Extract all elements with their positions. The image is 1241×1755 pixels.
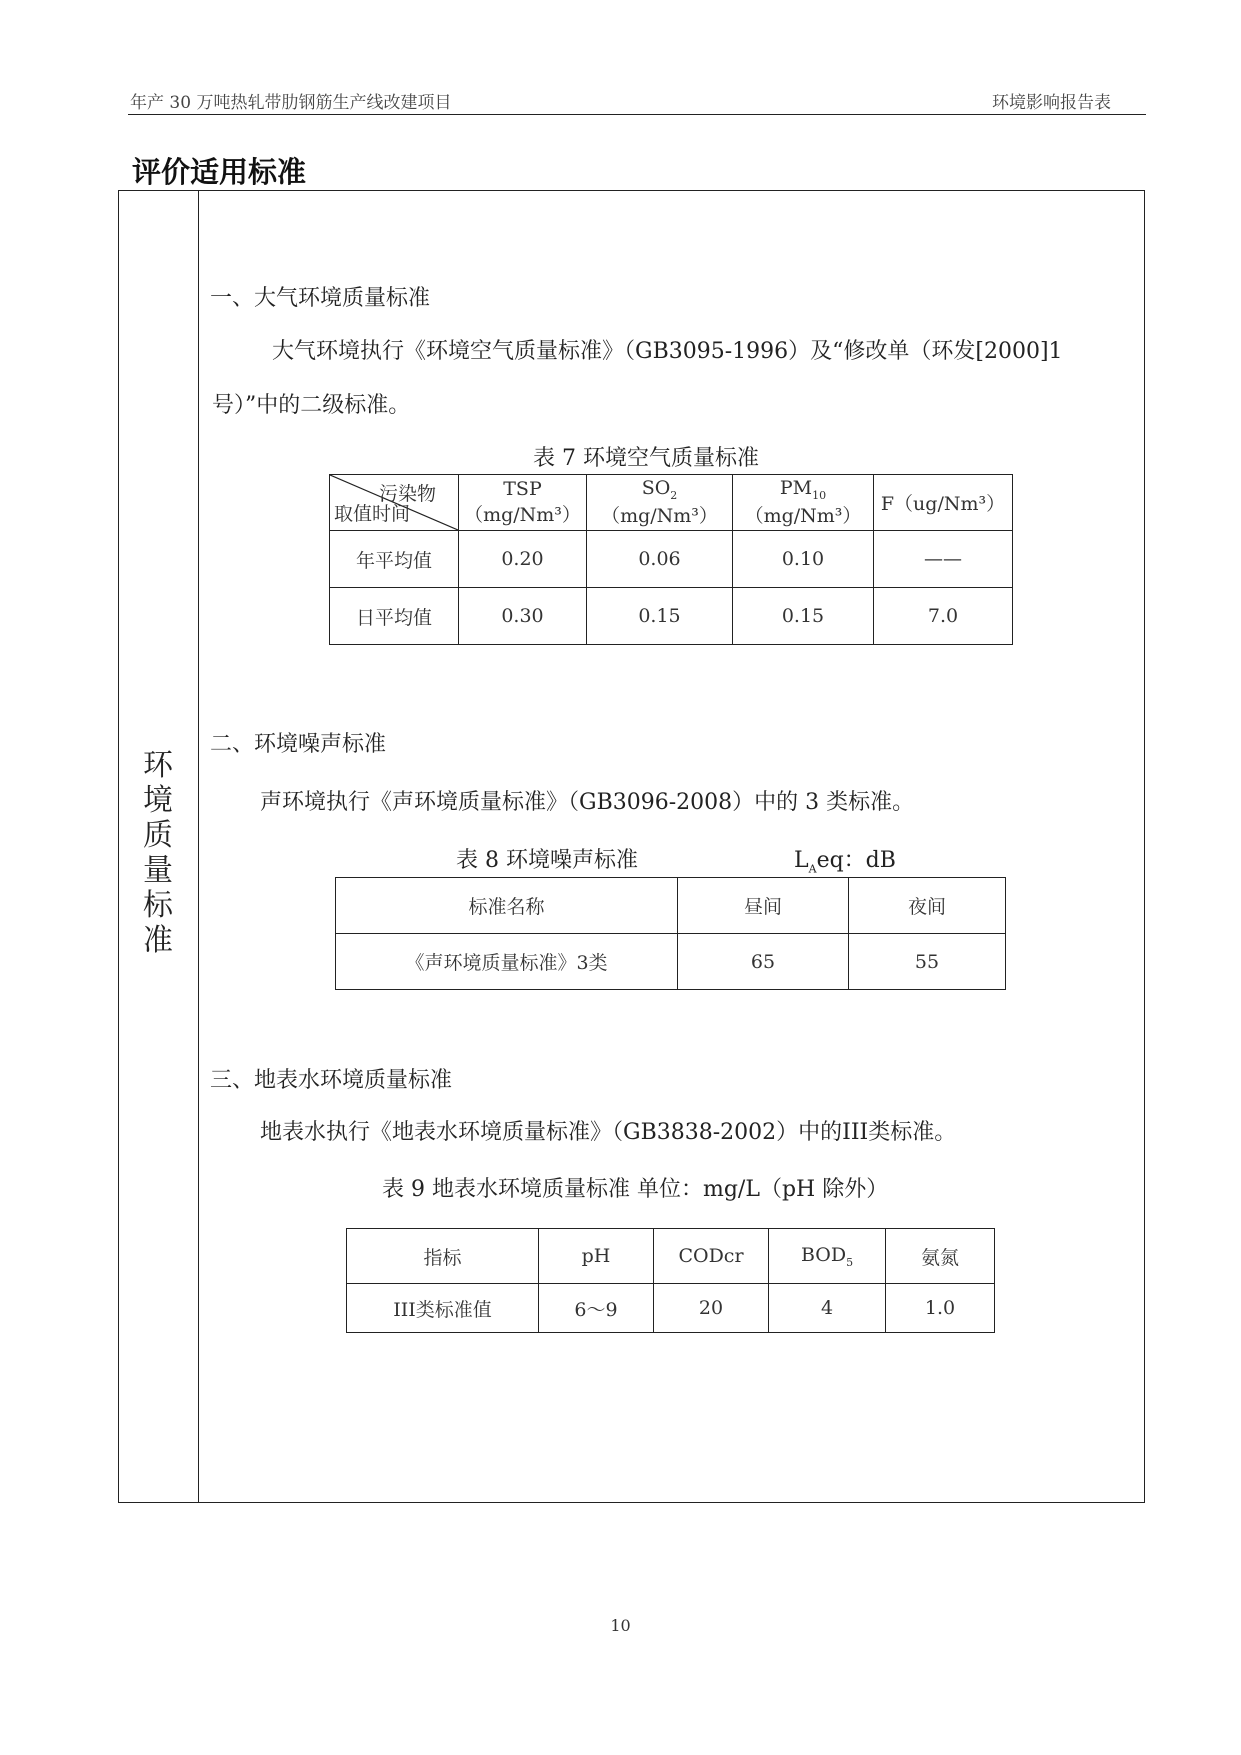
col-header-day: 昼间 <box>678 878 849 934</box>
so2-unit: （mg/Nm³） <box>601 505 718 528</box>
side-label-char: 境 <box>143 783 173 818</box>
table-row <box>347 1284 995 1333</box>
col-header-index: 指标 <box>347 1229 539 1284</box>
col-header-cod: CODcr <box>654 1229 769 1284</box>
noise-heading: 二、环境噪声标准 <box>210 732 387 757</box>
cell-cod: 20 <box>654 1284 769 1333</box>
cell-tsp: 0.30 <box>459 588 587 645</box>
cell-so2: 0.15 <box>587 588 733 645</box>
col-header-pm10 <box>733 475 874 531</box>
corner-top-label: 污染物 <box>378 483 436 505</box>
cell-nh3: 1.0 <box>886 1284 995 1333</box>
noise-standard-table <box>335 877 1006 990</box>
table-header-row <box>330 475 1013 531</box>
cell-pm10: 0.10 <box>733 531 874 588</box>
pm10-sub: 10 <box>812 488 827 502</box>
cell-day: 65 <box>678 934 849 990</box>
table-header-row <box>347 1229 995 1284</box>
col-header-name: 标准名称 <box>336 878 678 934</box>
so2-sub: 2 <box>670 488 678 502</box>
frame-divider <box>198 190 199 1503</box>
side-label <box>138 748 178 958</box>
page-number: 10 <box>610 1616 631 1635</box>
table-header-row <box>336 878 1006 934</box>
side-label-char: 量 <box>143 853 173 888</box>
cell-pm10: 0.15 <box>733 588 874 645</box>
cell-ph: 6～9 <box>539 1284 654 1333</box>
noise-table-caption: 表 8 环境噪声标准 <box>456 848 638 873</box>
cell-name: 《声环境质量标准》3类 <box>336 934 678 990</box>
cell-f: —— <box>874 531 1013 588</box>
bod-sub: 5 <box>846 1255 854 1269</box>
col-header-so2 <box>587 475 733 531</box>
water-paragraph: 地表水执行《地表水环境质量标准》（GB3838-2002）中的III类标准。 <box>260 1120 957 1145</box>
side-label-char: 质 <box>143 818 173 853</box>
air-table-caption: 表 7 环境空气质量标准 <box>533 446 759 471</box>
side-label-char: 环 <box>143 748 173 783</box>
col-header-tsp: TSP（mg/Nm³） <box>459 475 587 531</box>
so2-main: SO <box>641 476 671 499</box>
row-label: III类标准值 <box>347 1284 539 1333</box>
section-title: 评价适用标准 <box>132 155 307 189</box>
unit-main: L <box>794 848 809 873</box>
cell-tsp: 0.20 <box>459 531 587 588</box>
water-quality-table <box>346 1228 995 1333</box>
pm10-unit: （mg/Nm³） <box>744 505 862 528</box>
side-label-char: 标 <box>143 888 173 923</box>
row-label: 日平均值 <box>330 588 459 645</box>
air-heading: 一、大气环境质量标准 <box>210 286 431 311</box>
air-quality-table <box>329 474 1013 645</box>
col-header-f: F（ug/Nm³） <box>874 475 1013 531</box>
col-header-nh3: 氨氮 <box>886 1229 995 1284</box>
col-header-bod <box>769 1229 886 1284</box>
bod-main: BOD <box>800 1243 847 1266</box>
header-document-type: 环境影响报告表 <box>992 93 1111 113</box>
air-paragraph-line2: 号）”中的二级标准。 <box>212 393 411 418</box>
water-heading: 三、地表水环境质量标准 <box>210 1068 453 1093</box>
table-row <box>330 531 1013 588</box>
pm10-main: PM <box>779 476 813 499</box>
cell-f: 7.0 <box>874 588 1013 645</box>
header-project-title: 年产 30 万吨热轧带肋钢筋生产线改建项目 <box>130 93 452 113</box>
noise-table-unit <box>794 843 896 875</box>
noise-paragraph: 声环境执行《声环境质量标准》（GB3096-2008）中的 3 类标准。 <box>260 790 915 815</box>
cell-so2: 0.06 <box>587 531 733 588</box>
side-label-char: 准 <box>143 923 173 958</box>
cell-bod: 4 <box>769 1284 886 1333</box>
col-header-night: 夜间 <box>849 878 1006 934</box>
table-row <box>330 588 1013 645</box>
table-row <box>336 934 1006 990</box>
air-paragraph-line1: 大气环境执行《环境空气质量标准》（GB3095-1996）及“修改单（环发[2000]1 <box>272 339 1063 364</box>
row-label: 年平均值 <box>330 531 459 588</box>
corner-bottom-label: 取值时间 <box>334 503 411 525</box>
table-corner-cell <box>330 475 459 531</box>
header-rule <box>128 114 1146 115</box>
water-table-caption: 表 9 地表水环境质量标准 单位：mg/L（pH 除外） <box>382 1177 889 1202</box>
unit-rest: eq：dB <box>816 848 896 873</box>
col-header-ph: pH <box>539 1229 654 1284</box>
unit-sub: A <box>808 862 817 876</box>
cell-night: 55 <box>849 934 1006 990</box>
